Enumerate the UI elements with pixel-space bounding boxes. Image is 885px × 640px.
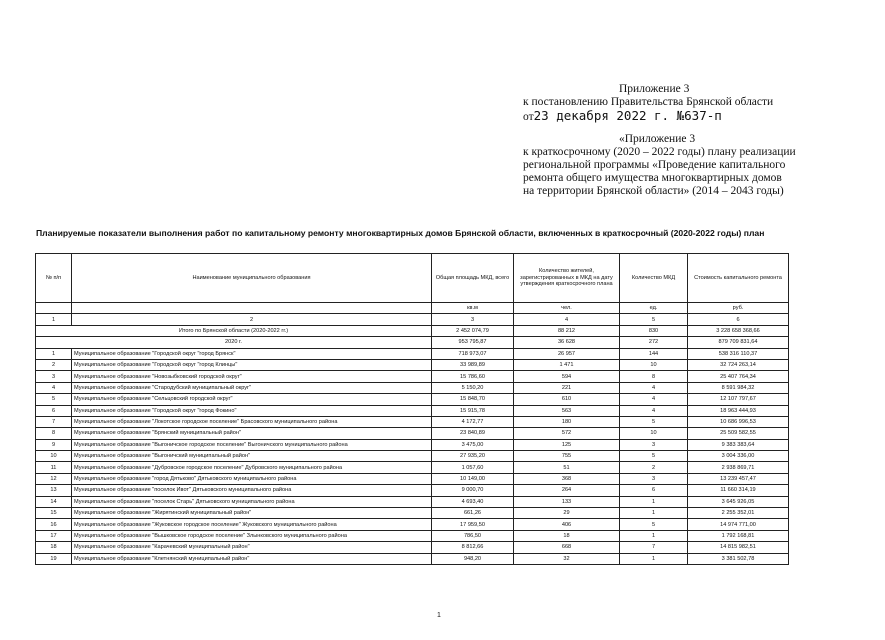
- row-name: Муниципальное образование "Городской округ "город Брянск": [72, 348, 432, 359]
- row-number: 17: [36, 530, 72, 541]
- row-count: 1: [620, 496, 688, 507]
- table-row: [36, 496, 789, 507]
- total-count: 830: [620, 325, 688, 336]
- row-name: Муниципальное образование "Городской округ "город Фокино": [72, 405, 432, 416]
- row-residents: 26 957: [514, 348, 620, 359]
- table-row: [36, 416, 789, 427]
- row-count: 5: [620, 519, 688, 530]
- row-name: Муниципальное образование "Локотское городское поселение" Брасовского муниципального района: [72, 416, 432, 427]
- table-row: [36, 359, 789, 370]
- row-count: 10: [620, 359, 688, 370]
- total-label: Итого по Брянской области (2020-2022 гг.): [36, 325, 432, 336]
- program-appendix-line: региональной программы «Проведение капитального: [523, 159, 786, 171]
- row-area: 718 973,07: [432, 348, 514, 359]
- row-count: 5: [620, 416, 688, 427]
- table-body: [36, 348, 789, 564]
- row-number: 5: [36, 394, 72, 405]
- table-row: [36, 348, 789, 359]
- year-residents: 36 628: [514, 337, 620, 348]
- row-area: 15 915,78: [432, 405, 514, 416]
- col-number: 4: [514, 314, 620, 325]
- unit-cost: руб.: [688, 303, 789, 314]
- row-name: Муниципальное образование "Жуковское городское поселение" Жуковского муниципального района: [72, 519, 432, 530]
- row-name: Муниципальное образование "Стародубский муниципальный округ": [72, 382, 432, 393]
- program-appendix-block: [523, 133, 863, 198]
- column-numbers-row: [36, 314, 789, 325]
- row-count: 10: [620, 428, 688, 439]
- row-residents: 264: [514, 485, 620, 496]
- row-cost: 25 509 582,55: [688, 428, 789, 439]
- row-cost: 12 107 797,67: [688, 394, 789, 405]
- row-name: Муниципальное образование "Городской округ "город Клинцы": [72, 359, 432, 370]
- row-name: Муниципальное образование "поселок Ивот" Дятьковского муниципального района: [72, 485, 432, 496]
- row-number: 19: [36, 553, 72, 564]
- row-area: 5 150,20: [432, 382, 514, 393]
- row-area: 661,26: [432, 508, 514, 519]
- row-number: 8: [36, 428, 72, 439]
- row-count: 4: [620, 405, 688, 416]
- row-residents: 668: [514, 542, 620, 553]
- row-cost: 13 239 457,47: [688, 473, 789, 484]
- row-name: Муниципальное образование "поселок Старь" Дятьковского муниципального района: [72, 496, 432, 507]
- appendix-decree: к постановлению Правительства Брянской области: [523, 96, 774, 108]
- row-count: 6: [620, 485, 688, 496]
- table-row: [36, 428, 789, 439]
- col-number: 6: [688, 314, 789, 325]
- row-area: 1 057,60: [432, 462, 514, 473]
- header-num: № п/п: [36, 254, 72, 303]
- table-row: [36, 439, 789, 450]
- row-area: 23 840,89: [432, 428, 514, 439]
- row-area: 4 693,40: [432, 496, 514, 507]
- row-area: 15 786,60: [432, 371, 514, 382]
- table-row: [36, 542, 789, 553]
- row-number: 14: [36, 496, 72, 507]
- table-row: [36, 473, 789, 484]
- row-cost: 14 974 771,00: [688, 519, 789, 530]
- header-area: Общая площадь МКД, всего: [432, 254, 514, 303]
- table-row: [36, 462, 789, 473]
- row-number: 15: [36, 508, 72, 519]
- row-count: 1: [620, 553, 688, 564]
- unit-cell: [36, 303, 72, 314]
- row-name: Муниципальное образование "Брянский муниципальный район": [72, 428, 432, 439]
- row-number: 9: [36, 439, 72, 450]
- row-count: 5: [620, 451, 688, 462]
- row-area: 9 000,70: [432, 485, 514, 496]
- col-number: 5: [620, 314, 688, 325]
- row-residents: 563: [514, 405, 620, 416]
- row-count: 3: [620, 439, 688, 450]
- row-number: 13: [36, 485, 72, 496]
- table-row: [36, 519, 789, 530]
- year-area: 953 795,87: [432, 337, 514, 348]
- row-number: 12: [36, 473, 72, 484]
- table-row: [36, 405, 789, 416]
- total-row: [36, 325, 789, 336]
- row-number: 16: [36, 519, 72, 530]
- row-residents: 133: [514, 496, 620, 507]
- date-text: 23 декабря 2022 г. №637-п: [533, 108, 722, 123]
- row-area: 27 935,20: [432, 451, 514, 462]
- row-cost: 3 645 926,05: [688, 496, 789, 507]
- row-cost: 538 316 110,37: [688, 348, 789, 359]
- row-residents: 32: [514, 553, 620, 564]
- row-number: 4: [36, 382, 72, 393]
- appendix-date: [523, 109, 863, 124]
- row-number: 11: [36, 462, 72, 473]
- header-name: Наименование муниципального образования: [72, 254, 432, 303]
- row-area: 15 848,70: [432, 394, 514, 405]
- table-header-row: [36, 254, 789, 303]
- year-count: 272: [620, 337, 688, 348]
- row-count: 7: [620, 542, 688, 553]
- year-label: 2020 г.: [36, 337, 432, 348]
- row-residents: 610: [514, 394, 620, 405]
- row-number: 1: [36, 348, 72, 359]
- row-cost: 9 383 383,64: [688, 439, 789, 450]
- row-cost: 18 963 444,93: [688, 405, 789, 416]
- row-cost: 14 815 982,51: [688, 542, 789, 553]
- table-row: [36, 553, 789, 564]
- row-count: 1: [620, 530, 688, 541]
- row-name: Муниципальное образование "Выгоничский муниципальный район": [72, 451, 432, 462]
- unit-count: ед.: [620, 303, 688, 314]
- table-row: [36, 451, 789, 462]
- row-count: 4: [620, 382, 688, 393]
- total-cost: 3 228 658 368,66: [688, 325, 789, 336]
- row-count: 2: [620, 462, 688, 473]
- row-area: 948,20: [432, 553, 514, 564]
- table-row: [36, 485, 789, 496]
- row-cost: 2 938 869,71: [688, 462, 789, 473]
- row-number: 10: [36, 451, 72, 462]
- units-row: [36, 303, 789, 314]
- row-residents: 180: [514, 416, 620, 427]
- year-row: [36, 337, 789, 348]
- header-cost: Стоимость капитального ремонта: [688, 254, 789, 303]
- table-row: [36, 371, 789, 382]
- table-row: [36, 530, 789, 541]
- row-area: 3 475,00: [432, 439, 514, 450]
- date-prefix: от: [523, 111, 534, 123]
- row-name: Муниципальное образование "Новозыбковский городской округ": [72, 371, 432, 382]
- unit-residents: чел.: [514, 303, 620, 314]
- total-area: 2 452 074,79: [432, 325, 514, 336]
- row-name: Муниципальное образование "Выгоничское городское поселение" Выгоничского муниципального района: [72, 439, 432, 450]
- row-number: 6: [36, 405, 72, 416]
- header-residents: Количество жителей, зарегистрированных в МКД на дату утверждения краткосрочного плана: [514, 254, 620, 303]
- row-area: 8 812,66: [432, 542, 514, 553]
- row-count: 1: [620, 508, 688, 519]
- row-residents: 51: [514, 462, 620, 473]
- row-residents: 1 471: [514, 359, 620, 370]
- row-residents: 18: [514, 530, 620, 541]
- row-cost: 2 255 352,01: [688, 508, 789, 519]
- works-table: [35, 253, 789, 565]
- appendix-block: [523, 83, 863, 124]
- row-residents: 572: [514, 428, 620, 439]
- row-name: Муниципальное образование "Вышковское городское поселение" Злынковского муниципального района: [72, 530, 432, 541]
- row-count: 4: [620, 394, 688, 405]
- row-residents: 125: [514, 439, 620, 450]
- row-cost: 10 686 996,53: [688, 416, 789, 427]
- total-residents: 88 212: [514, 325, 620, 336]
- row-number: 3: [36, 371, 72, 382]
- row-area: 10 149,00: [432, 473, 514, 484]
- row-area: 33 989,89: [432, 359, 514, 370]
- row-number: 18: [36, 542, 72, 553]
- row-residents: 594: [514, 371, 620, 382]
- col-number: 1: [36, 314, 72, 325]
- row-name: Муниципальное образование "Карачевский муниципальный район": [72, 542, 432, 553]
- col-number: 2: [72, 314, 432, 325]
- row-cost: 8 591 984,32: [688, 382, 789, 393]
- row-residents: 29: [514, 508, 620, 519]
- row-residents: 755: [514, 451, 620, 462]
- year-cost: 879 709 831,64: [688, 337, 789, 348]
- row-cost: 25 407 764,34: [688, 371, 789, 382]
- row-area: 786,50: [432, 530, 514, 541]
- row-residents: 406: [514, 519, 620, 530]
- col-number: 3: [432, 314, 514, 325]
- table-row: [36, 382, 789, 393]
- row-residents: 368: [514, 473, 620, 484]
- row-cost: 3 381 502,78: [688, 553, 789, 564]
- row-cost: 32 724 263,14: [688, 359, 789, 370]
- unit-area: кв.м: [432, 303, 514, 314]
- row-count: 3: [620, 473, 688, 484]
- row-cost: 3 004 336,00: [688, 451, 789, 462]
- row-name: Муниципальное образование "Сельцовский городской округ": [72, 394, 432, 405]
- page-number: 1: [437, 612, 441, 619]
- program-appendix-title: «Приложение 3: [619, 133, 696, 145]
- program-appendix-line: на территории Брянской области» (2014 – 2043 годы): [523, 185, 784, 197]
- unit-cell: [72, 303, 432, 314]
- row-count: 144: [620, 348, 688, 359]
- row-residents: 221: [514, 382, 620, 393]
- table-row: [36, 508, 789, 519]
- row-cost: 1 792 168,81: [688, 530, 789, 541]
- row-area: 4 172,77: [432, 416, 514, 427]
- header-count: Количество МКД: [620, 254, 688, 303]
- row-number: 7: [36, 416, 72, 427]
- row-number: 2: [36, 359, 72, 370]
- table-row: [36, 394, 789, 405]
- row-area: 17 959,50: [432, 519, 514, 530]
- row-name: Муниципальное образование "Жирятинский муниципальный район": [72, 508, 432, 519]
- row-name: Муниципальное образование "город Дятьково" Дятьковского муниципального района: [72, 473, 432, 484]
- row-count: 8: [620, 371, 688, 382]
- row-cost: 11 660 314,19: [688, 485, 789, 496]
- program-appendix-line: к краткосрочному (2020 – 2022 годы) плану реализации: [523, 146, 796, 158]
- appendix-title: Приложение 3: [619, 83, 690, 95]
- row-name: Муниципальное образование "Клетнянский муниципальный район": [72, 553, 432, 564]
- row-name: Муниципальное образование "Дубровское городское поселение" Дубровского муниципального района: [72, 462, 432, 473]
- program-appendix-line: ремонта общего имущества многоквартирных домов: [523, 172, 782, 184]
- document-title: Планируемые показатели выполнения работ по капитальному ремонту многоквартирных домов Брянской области, включенных в краткосрочный (2020-2022 годы) план: [36, 228, 765, 238]
